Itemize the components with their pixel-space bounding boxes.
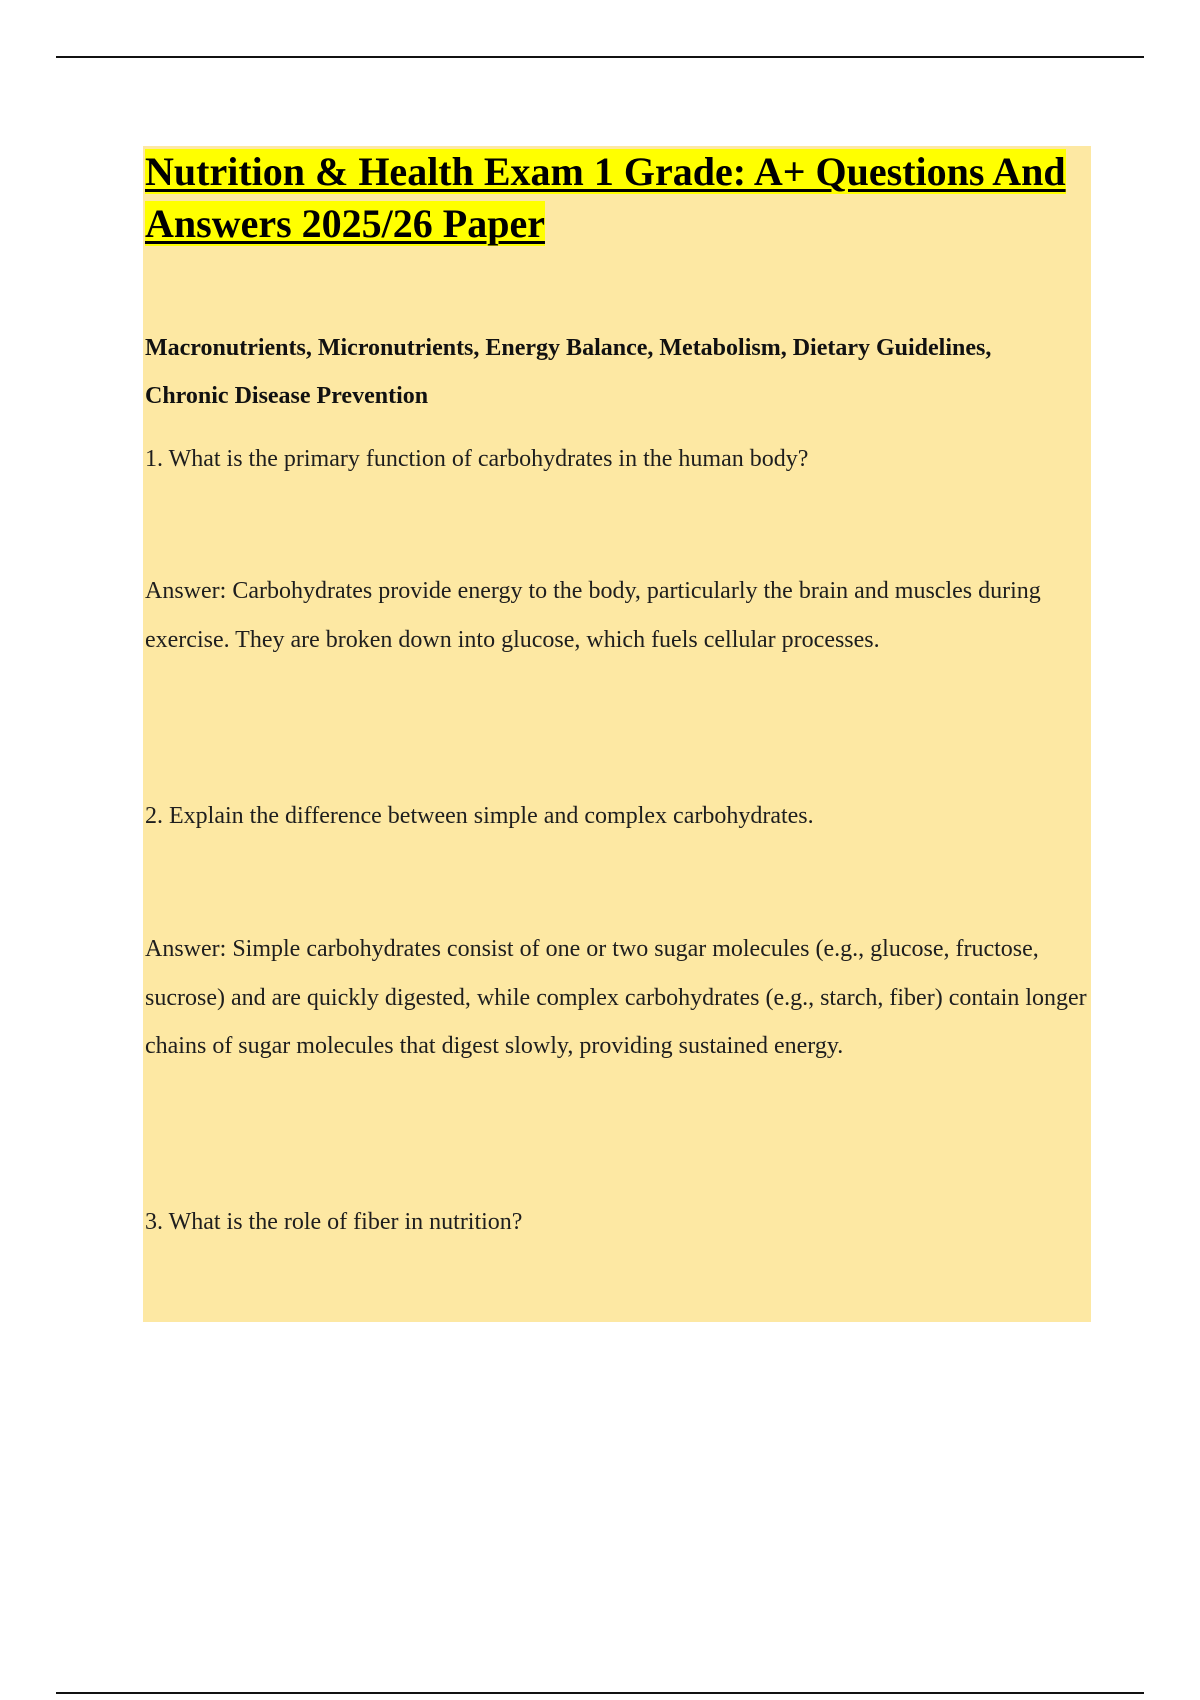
question-3: 3. What is the role of fiber in nutrition?	[145, 1209, 523, 1235]
content-highlight-block	[143, 146, 1091, 1322]
question-2: 2. Explain the difference between simple and complex carbohydrates.	[145, 803, 814, 829]
question-1: 1. What is the primary function of carbohydrates in the human body?	[145, 446, 809, 472]
answer-1: Answer: Carbohydrates provide energy to the body, particularly the brain and muscles during exercise. They are broken down into glucose, which fuels cellular processes.	[145, 578, 1041, 653]
document-subtitle: Macronutrients, Micronutrients, Energy Balance, Metabolism, Dietary Guidelines, Chronic Disease Prevention	[145, 335, 992, 409]
footer-rule	[56, 1692, 1144, 1694]
document-title-text: Nutrition & Health Exam 1 Grade: A+ Questions And Answers 2025/26 Paper	[145, 149, 1066, 246]
header-rule	[56, 56, 1144, 58]
document-title	[145, 146, 1095, 250]
answer-2: Answer: Simple carbohydrates consist of one or two sugar molecules (e.g., glucose, fructose, sucrose) and are quickly digested, while complex carbohydrates (e.g., starch, fiber) contain longer chains of sugar molecules that digest slowly, providing sustained energy.	[145, 936, 1087, 1059]
